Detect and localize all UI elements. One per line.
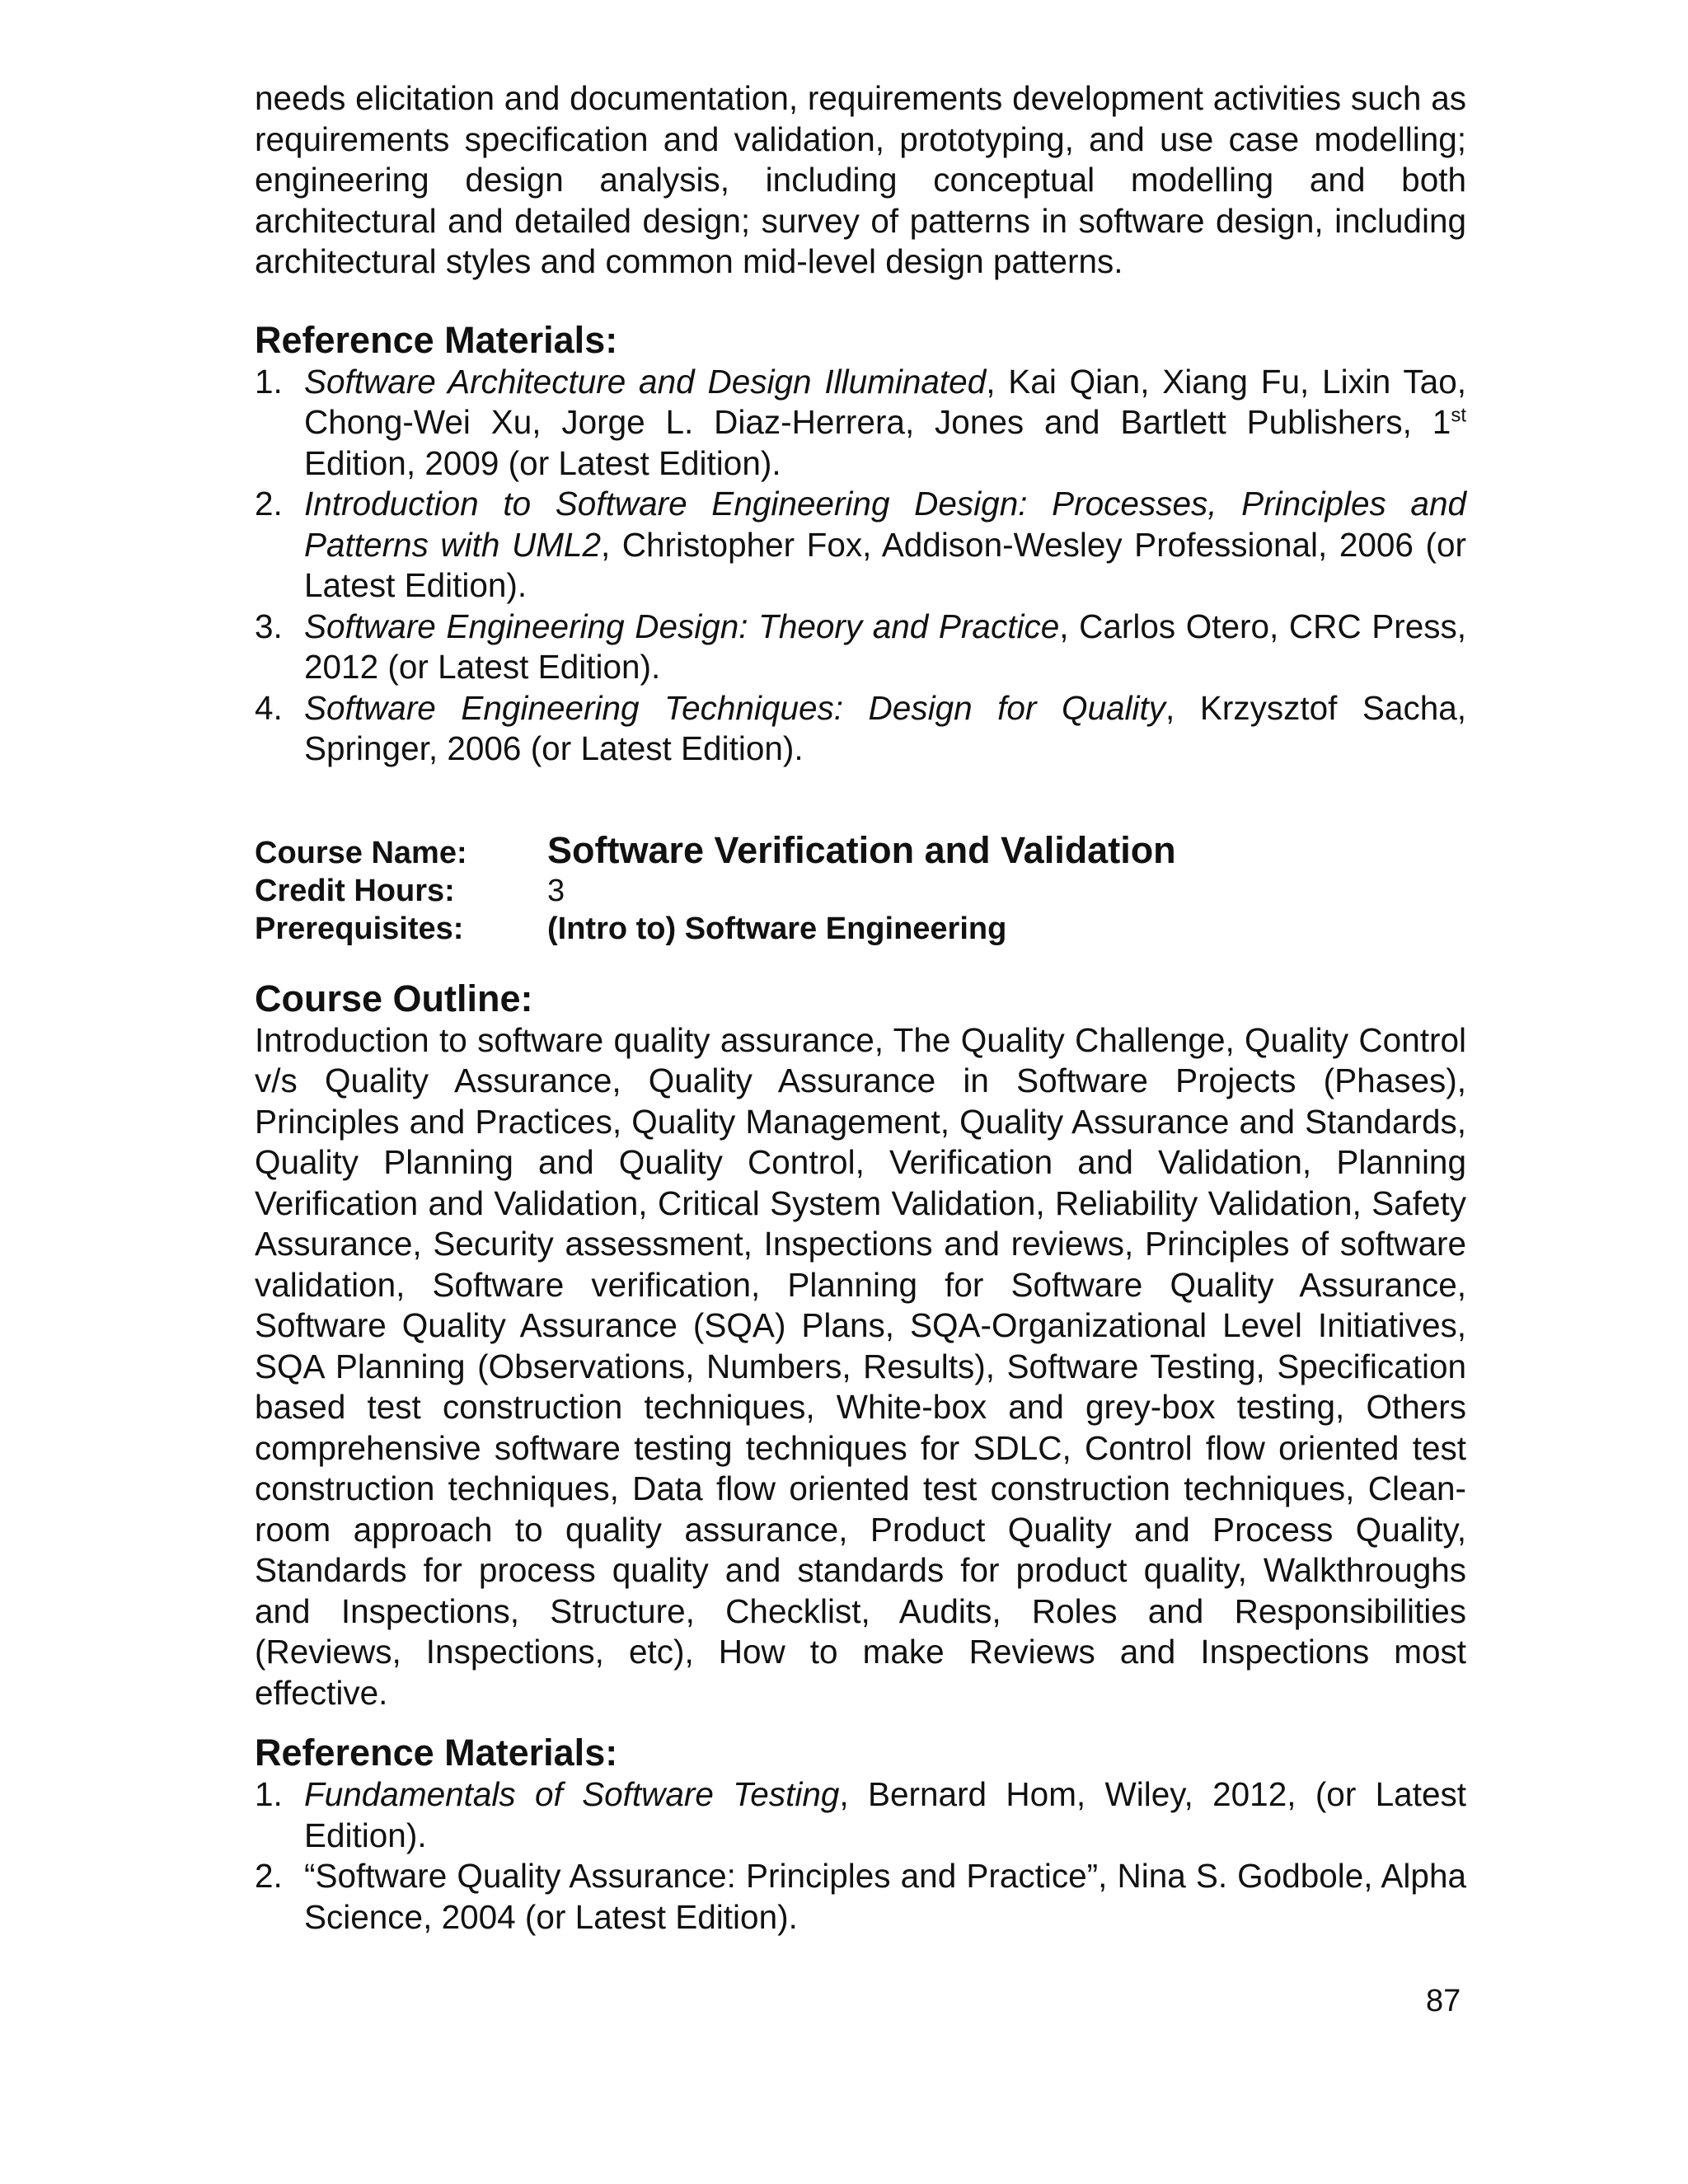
reference-item xyxy=(255,688,1466,770)
course-info xyxy=(255,829,1466,948)
reference-list xyxy=(255,362,1466,770)
reference-number: 3. xyxy=(255,607,283,645)
prerequisites-value: (Intro to) Software Engineering xyxy=(547,911,1007,946)
reference-number: 4. xyxy=(255,688,283,727)
course-name-row xyxy=(255,829,1466,872)
reference-number: 2. xyxy=(255,1857,283,1895)
course-outline-heading: Course Outline: xyxy=(255,977,533,1019)
course-name-value: Software Verification and Validation xyxy=(547,828,1176,871)
reference-details: , Carlos Otero, CRC Press, 2012 (or Latest Edition). xyxy=(304,607,1466,686)
reference-number: 2. xyxy=(255,485,283,523)
reference-details: Edition, 2009 (or Latest Edition). xyxy=(304,443,781,482)
reference-superscript: st xyxy=(1451,404,1466,427)
reference-number: 1. xyxy=(255,362,283,401)
document-page xyxy=(255,78,1466,1938)
reference-number: 1. xyxy=(255,1775,283,1813)
reference-item xyxy=(255,362,1466,485)
reference-materials-heading: Reference Materials: xyxy=(255,318,618,361)
credit-hours-label: Credit Hours: xyxy=(255,873,455,908)
reference-materials-heading: Reference Materials: xyxy=(255,1732,618,1774)
reference-details: , Bernard Hom, Wiley, 2012, (or Latest Edition). xyxy=(304,1775,1466,1854)
prerequisites-label: Prerequisites: xyxy=(255,911,464,946)
reference-list xyxy=(255,1774,1466,1938)
reference-item xyxy=(255,1774,1466,1856)
reference-title: Software Engineering Techniques: Design for Quality xyxy=(304,688,1166,727)
intro-paragraph: needs elicitation and documentation, requirements development activities such as requirements specification and validation, prototyping, and use case modelling; engineering design analysis, including conceptual modelling and both architectural and detailed design; survey of patterns in software design, including architectural styles and common mid-level design patterns. xyxy=(255,79,1466,280)
reference-details: “Software Quality Assurance: Principles and Practice”, Nina S. Godbole, Alpha Science, 2004 (or Latest Edition). xyxy=(304,1857,1466,1936)
course-outline-text: Introduction to software quality assurance, The Quality Challenge, Quality Control v/s Quality Assurance, Quality Assurance in Software Projects (Phases), Principles and Practices, Quality Management, Quality Assurance and Standards, Quality Planning and Quality Control, Verification and Validation, Planning Verification and Validation, Critical System Validation, Reliability Validation, Safety Assurance, Security assessment, Inspections and reviews, Principles of software validation, Software verification, Planning for Software Quality Assurance, Software Quality Assurance (SQA) Plans, SQA-Organizational Level Initiatives, SQA Planning (Observations, Numbers, Results), Software Testing, Specification based test construction techniques, White-box and grey-box testing, Others comprehensive software testing techniques for SDLC, Control flow oriented test construction techniques, Data flow oriented test construction techniques, Clean-room approach to quality assurance, Product Quality and Process Quality, Standards for process quality and standards for product quality, Walkthroughs and Inspections, Structure, Checklist, Audits, Roles and Responsibilities (Reviews, Inspections, etc), How to make Reviews and Inspections most effective. xyxy=(255,1020,1466,1712)
reference-item xyxy=(255,484,1466,607)
reference-details: , Christopher Fox, Addison-Wesley Professional, 2006 (or Latest Edition). xyxy=(304,525,1466,604)
reference-details: , Krzysztof Sacha, Springer, 2006 (or Latest Edition). xyxy=(304,688,1466,767)
credit-hours-row xyxy=(255,872,1466,910)
reference-item xyxy=(255,1856,1466,1938)
reference-title: Software Architecture and Design Illuminated xyxy=(304,362,987,401)
course-name-label: Course Name: xyxy=(255,835,467,870)
reference-item xyxy=(255,607,1466,688)
credit-hours-value: 3 xyxy=(547,873,565,908)
reference-title: Introduction to Software Engineering Design: Processes, Principles and Patterns with UML2 xyxy=(304,485,1466,564)
reference-title: Fundamentals of Software Testing xyxy=(304,1775,840,1813)
page-number: 87 xyxy=(1426,1984,1461,2018)
prerequisites-row xyxy=(255,910,1466,948)
reference-title: Software Engineering Design: Theory and Practice xyxy=(304,607,1060,645)
reference-details: , Kai Qian, Xiang Fu, Lixin Tao, Chong-Wei Xu, Jorge L. Diaz-Herrera, Jones and Bartlett Publishers, 1 xyxy=(304,362,1466,441)
